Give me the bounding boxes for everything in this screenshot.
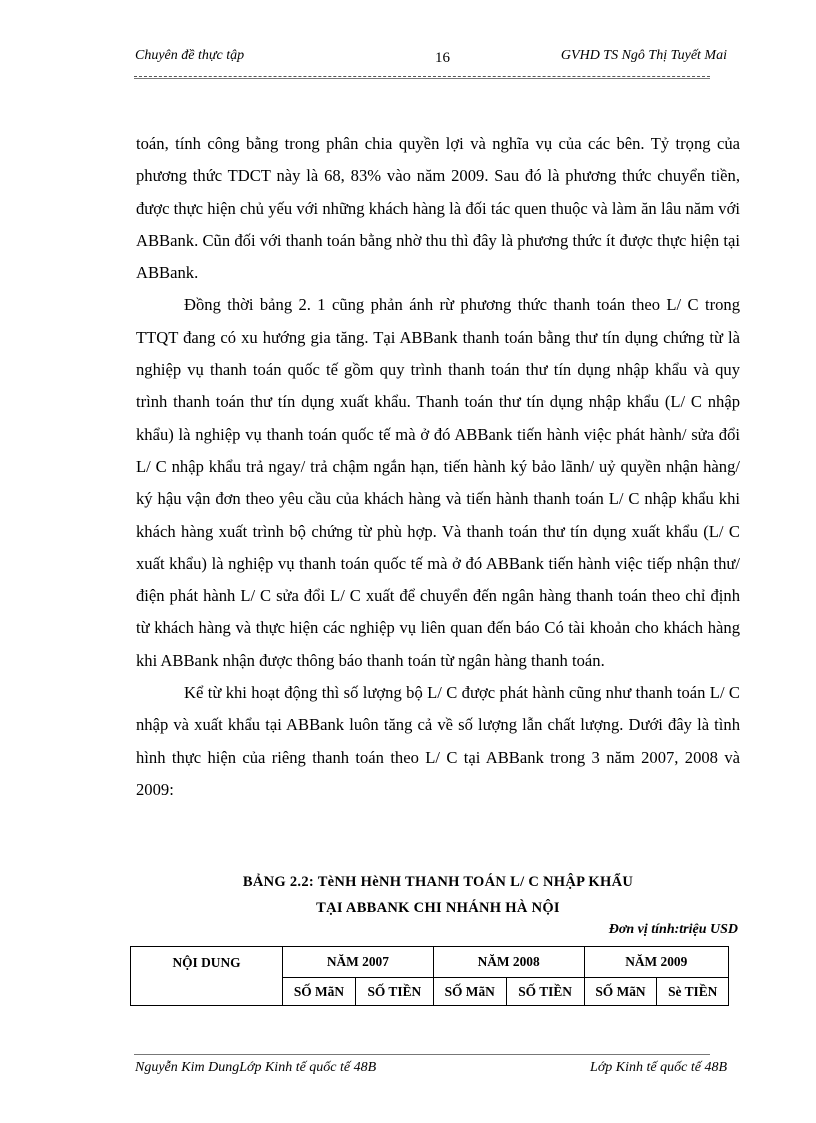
table-title: BẢNG 2.2: TèNH HèNH THANH TOÁN L/ C NHẬP KHẨU [242, 874, 634, 890]
unit-note: Đơn vị tính:triệu USD [608, 922, 738, 937]
header-noi-dung: NỘI DUNG [131, 947, 283, 1006]
subheader-amount: Sè TIỀN [657, 978, 729, 1006]
footer-author: Nguyễn Kim DungLớp Kinh tế quốc tế 48B [135, 1060, 377, 1075]
header-title: Chuyên đề thực tập [135, 48, 245, 63]
header-year-2008: NĂM 2008 [433, 947, 584, 978]
header-year-2009: NĂM 2009 [584, 947, 728, 978]
header-divider [134, 76, 710, 77]
page-number: 16 [435, 50, 450, 66]
subheader-count: SỐ MãN [433, 978, 506, 1006]
subheader-amount: SỐ TIỀN [355, 978, 433, 1006]
paragraph: Kể từ khi hoạt động thì số lượng bộ L/ C được phát hành cũng như thanh toán L/ C nhập và xuất khẩu tại ABBank luôn tăng cả về số lượng lẫn chất lượng. Dưới đây là tình hình thực hiện của riêng thanh toán theo L/ C tại ABBank trong 3 năm 2007, 2008 và 2009: [136, 683, 740, 799]
paragraph: toán, tính công bằng trong phân chia quyền lợi và nghĩa vụ của các bên. Tỷ trọng của phương thức TDCT này là 68, 83% vào năm 2009. Sau đó là phương thức chuyển tiền, được thực hiện chủ yếu với những khách hàng là đối tác quen thuộc và làm ăn lâu năm với ABBank. Cũn đối với thanh toán bằng nhờ thu thì đây là phương thức ít được thực hiện tại ABBank. [136, 134, 740, 283]
page-header [135, 48, 727, 70]
body-text [136, 128, 740, 806]
subheader-count: SỐ MãN [584, 978, 657, 1006]
footer-class: Lớp Kinh tế quốc tế 48B [590, 1060, 727, 1075]
paragraph: Đồng thời bảng 2. 1 cũng phản ánh rừ phương thức thanh toán theo L/ C trong TTQT đang có xu hướng gia tăng. Tại ABBank thanh toán bằng thư tín dụng chứng từ là nghiệp vụ thanh toán quốc tế gồm quy trình thanh toán thư tín dụng nhập khẩu và quy trình thanh toán thư tín dụng xuất khẩu. Thanh toán thư tín dụng nhập khẩu (L/ C nhập khẩu) là nghiệp vụ thanh toán quốc tế mà ở đó ABBank tiến hành việc phát hành/ sửa đổi L/ C nhập khẩu trả ngay/ trả chậm ngắn hạn, tiến hành ký bảo lãnh/ uỷ quyền nhận hàng/ ký hậu vận đơn theo yêu cầu của khách hàng và tiến hành thanh toán L/ C nhập khẩu khi khách hàng xuất trình bộ chứng từ phù hợp. Và thanh toán thư tín dụng xuất khẩu (L/ C xuất khẩu) là nghiệp vụ thanh toán quốc tế mà ở đó ABBank tiến hành việc tiếp nhận thư/ điện phát hành L/ C sửa đổi L/ C xuất để chuyển đến ngân hàng thanh toán theo chỉ định từ khách hàng và thực hiện các nghiệp vụ liên quan đến báo Có tài khoản cho khách hàng khi ABBank nhận được thông báo thanh toán từ ngân hàng thanh toán. [136, 295, 740, 670]
footer-divider [134, 1054, 710, 1055]
header-divider-solid [134, 78, 710, 79]
lc-import-table [130, 946, 729, 1006]
header-year-2007: NĂM 2007 [283, 947, 434, 978]
subheader-amount: SỐ TIỀN [506, 978, 584, 1006]
table-subtitle: TẠI ABBANK CHI NHÁNH HÀ NỘI [316, 900, 560, 916]
subheader-count: SỐ MãN [283, 978, 356, 1006]
header-supervisor: GVHD TS Ngô Thị Tuyết Mai [560, 48, 727, 63]
